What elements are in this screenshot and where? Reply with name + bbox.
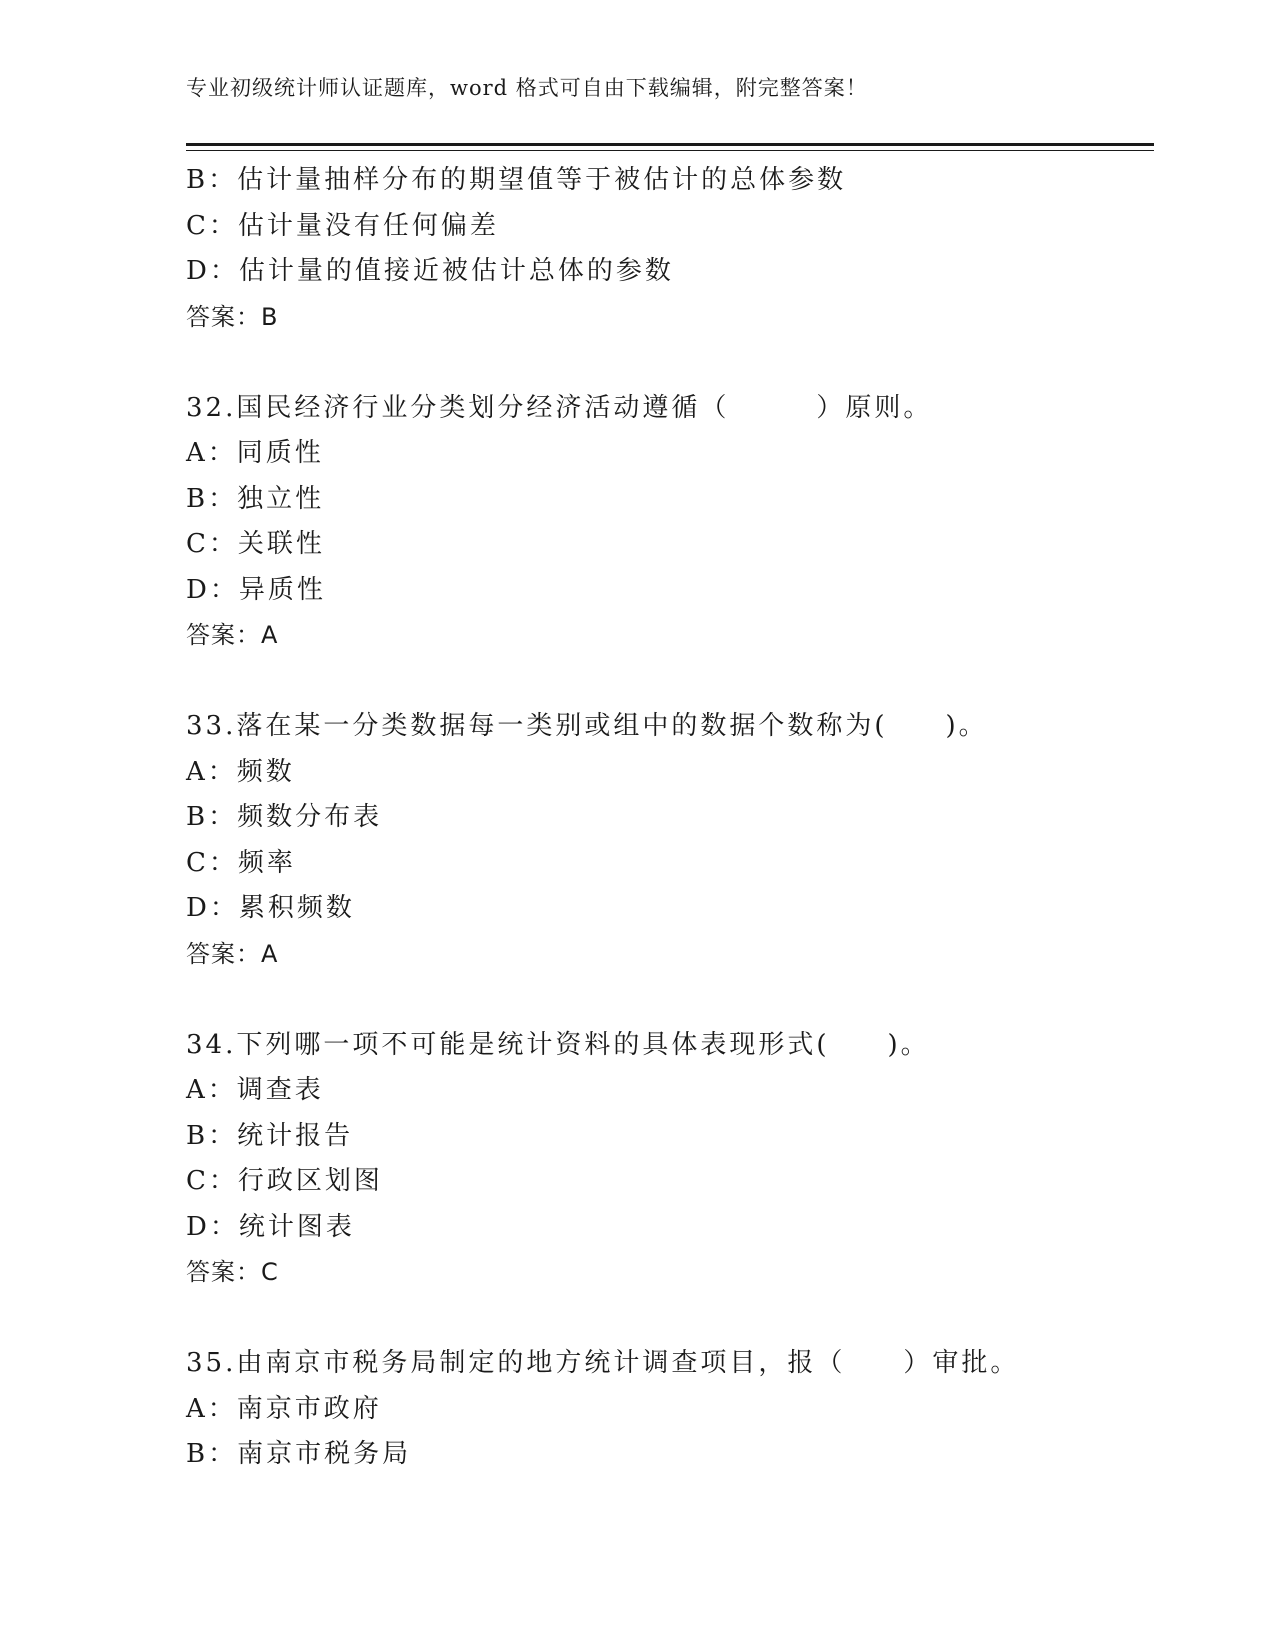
answer: 答案：A [186, 939, 279, 968]
question-stem: 32.国民经济行业分类划分经济活动遵循（ ）原则。 [186, 392, 933, 423]
option-c: C：关联性 [186, 529, 325, 559]
option-b: B：南京市税务局 [186, 1439, 412, 1469]
option-b: B：频数分布表 [186, 802, 383, 832]
answer: 答案：B [186, 302, 279, 331]
page-header: 专业初级统计师认证题库，word 格式可自由下载编辑，附完整答案！ [186, 76, 868, 100]
question-content [186, 158, 1154, 1478]
spacer [186, 659, 1154, 705]
answer: 答案：A [186, 621, 279, 649]
option-d: D：异质性 [186, 574, 326, 605]
option-c: C：估计量没有任何偏差 [186, 210, 499, 241]
option-b: B：估计量抽样分布的期望值等于被估计的总体参数 [186, 165, 847, 195]
question-stem: 33.落在某一分类数据每一类别或组中的数据个数称为( )。 [186, 711, 988, 741]
option-c: C：行政区划图 [186, 1166, 383, 1196]
option-c: C：频率 [186, 847, 296, 878]
header-rule-thick [186, 143, 1154, 146]
option-a: A：南京市政府 [186, 1393, 382, 1424]
spacer [186, 977, 1154, 1023]
option-a: A：频数 [186, 756, 295, 787]
answer: 答案：C [186, 1258, 279, 1286]
question-stem: 34.下列哪一项不可能是统计资料的具体表现形式( )。 [186, 1029, 930, 1060]
header-rule-thin [186, 150, 1154, 151]
option-d: D：估计量的值接近被估计总体的参数 [186, 256, 674, 286]
option-a: A：调查表 [186, 1075, 324, 1105]
option-b: B：独立性 [186, 483, 325, 514]
option-d: D：统计图表 [186, 1211, 355, 1242]
option-d: D：累积频数 [186, 893, 355, 923]
option-b: B：统计报告 [186, 1120, 354, 1151]
question-stem: 35.由南京市税务局制定的地方统计调查项目，报（ ）审批。 [186, 1348, 1020, 1378]
option-a: A：同质性 [186, 438, 324, 468]
spacer [186, 340, 1154, 386]
spacer [186, 1296, 1154, 1342]
